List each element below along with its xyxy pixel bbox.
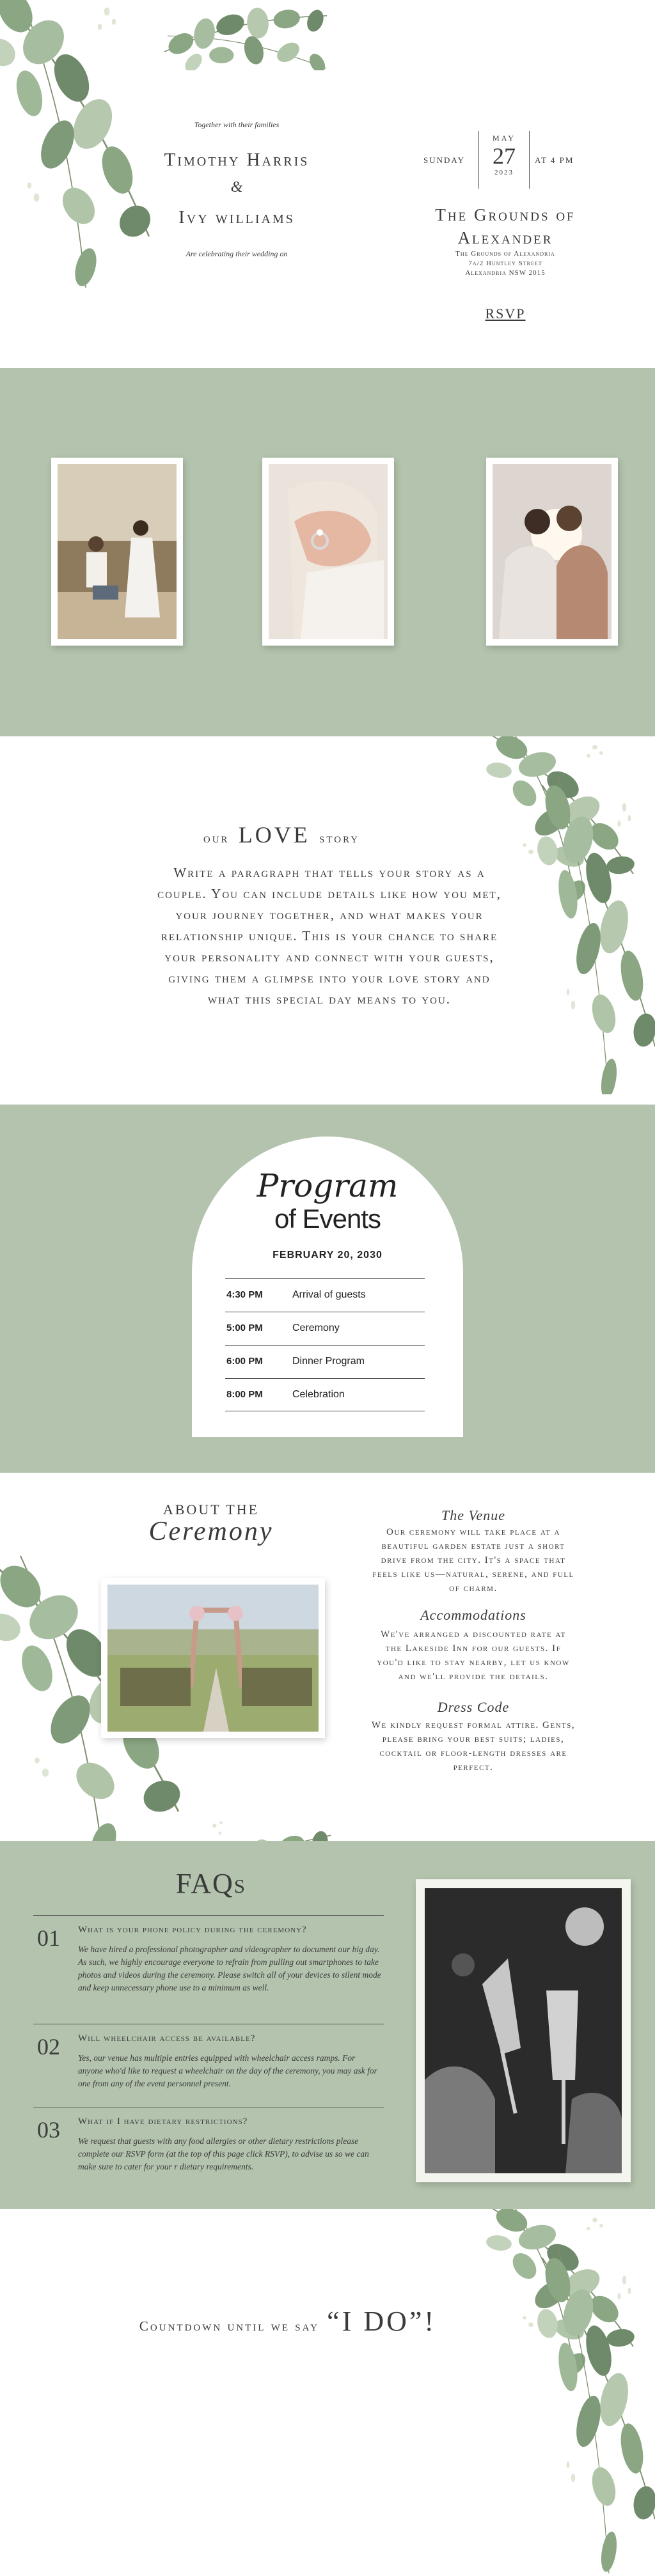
program-row [225, 1345, 425, 1378]
faq-number: 01 [37, 1925, 60, 1951]
dress-code-text: We kindly request formal attire. Gents, please bring your best suits; ladies, cocktail or floor-length dresses are perfect. [371, 1720, 576, 1773]
champagne-toast-photo [416, 1879, 631, 2182]
program-time: 5:00 PM [226, 1323, 263, 1333]
program-row [225, 1278, 425, 1312]
eucalyptus-foliage-icon [160, 0, 397, 70]
bride-name: Ivy williams [178, 207, 295, 228]
couple-kiss-photo [486, 458, 618, 646]
faq-item [33, 2024, 384, 2107]
countdown-label: Countdown until we say [139, 2318, 319, 2334]
program-time: 6:00 PM [226, 1356, 263, 1367]
story-title [128, 821, 435, 848]
day-of-week: SUNDAY [423, 155, 465, 165]
program-date: FEBRUARY 20, 2030 [272, 1250, 383, 1261]
faq-title: FAQs [176, 1868, 246, 1899]
ceremony-arch-photo [101, 1578, 325, 1738]
rsvp-link[interactable]: RSVP [485, 306, 526, 322]
ampersand: & [230, 179, 243, 196]
story-title-main: LOVE [238, 822, 310, 848]
ceremony-title: Ceremony [148, 1517, 274, 1546]
countdown-text [96, 2305, 480, 2338]
date-block [409, 131, 601, 189]
program-time: 4:30 PM [226, 1289, 263, 1300]
about-label: ABOUT THE [162, 1501, 260, 1517]
story-title-prefix: our [203, 830, 230, 846]
event-time: AT 4 PM [535, 155, 574, 165]
faq-question: What is your phone policy during the ceremony? [78, 1925, 307, 1935]
engagement-ring-photo [262, 458, 394, 646]
day-number: 27 [493, 143, 516, 169]
program-event: Celebration [292, 1389, 345, 1400]
hero-section [0, 0, 655, 368]
year: 2023 [494, 169, 514, 176]
program-sub-title: of Events [274, 1204, 381, 1234]
venue-text: Our ceremony will take place at a beautiful garden estate just a short drive from the city. It's a space that feels like us—natural, serene, and full of charm. [372, 1527, 574, 1594]
eucalyptus-foliage-icon [256, 2209, 655, 2576]
faq-item [33, 1915, 384, 2024]
groom-name: Timothy Harris [164, 150, 310, 170]
program-script-title: Program [256, 1167, 399, 1204]
intro-text: Together with their families [194, 120, 280, 129]
venue-name [403, 203, 608, 249]
photos-section [0, 368, 655, 736]
faq-number: 03 [37, 2117, 60, 2143]
dress-code-heading: Dress Code [437, 1699, 510, 1715]
ceremony-section [0, 1473, 655, 1841]
faq-answer: We request that guests with any food allergies or other dietary restrictions please complete our RSVP form (at the top of this page click RSVP), to advise us so we can make sure to cater for your r dietary requirements. [78, 2136, 369, 2171]
program-row [225, 1378, 425, 1411]
program-section [0, 1105, 655, 1473]
story-title-suffix: story [319, 830, 360, 846]
venue-line-1: The Grounds of [435, 205, 576, 224]
accommodations-heading: Accommodations [420, 1607, 526, 1623]
program-event: Dinner Program [292, 1356, 365, 1367]
faq-answer: We have hired a professional photographer and videographer to document our big day. As such, we highly encourage everyone to refrain from pulling out smartphones to take photos and videos during the ceremony. Please switch all of your devices to silent mode and keep unnecessary phone use to a minimum as well. [78, 1944, 381, 1992]
celebrating-text: Are celebrating their wedding on [185, 249, 288, 258]
story-body: Write a paragraph that tells your story as a couple. You can include details like how you met, your journey together, and what makes your relationship unique. This is your chance to share your personality and connect with your guests, giving them a glimpse into your love story and what this special day means to you. [157, 865, 501, 1007]
faq-answer: Yes, our venue has multiple entries equipped with wheelchair access ramps. For anyone who'd like to request a wheelchair on the day of the ceremony, you may ask for one from any of the event personnel present. [78, 2053, 377, 2088]
faq-item [33, 2107, 384, 2196]
venue-address [403, 249, 608, 278]
address-line-2: 7a/2 Huntley Street [468, 260, 542, 267]
address-line-3: Alexandria NSW 2015 [465, 269, 546, 277]
faq-section [0, 1841, 655, 2209]
countdown-section [0, 2209, 655, 2576]
faq-question: What if I have dietary restrictions? [78, 2116, 248, 2127]
program-row [225, 1312, 425, 1345]
address-line-1: The Grounds of Alexandria [455, 250, 555, 258]
venue-line-2: Alexander [457, 228, 553, 247]
faq-question: Will wheelchair access be available? [78, 2033, 256, 2044]
program-table [225, 1278, 425, 1411]
program-card [192, 1137, 463, 1437]
love-story-section [0, 736, 655, 1105]
venue-heading: The Venue [441, 1507, 506, 1523]
program-event: Arrival of guests [292, 1289, 366, 1300]
faq-number: 02 [37, 2034, 60, 2060]
date-center [478, 131, 530, 189]
couple-proposal-photo [51, 458, 183, 646]
program-time: 8:00 PM [226, 1389, 263, 1400]
countdown-emphasis: “I DO”! [327, 2306, 437, 2337]
accommodations-text: We've arranged a discounted rate at the Lakeside Inn for our guests. If you'd like to stay nearby, let us know and we'll provide the details. [377, 1629, 570, 1682]
program-event: Ceremony [292, 1323, 340, 1333]
month: MAY [493, 134, 516, 143]
